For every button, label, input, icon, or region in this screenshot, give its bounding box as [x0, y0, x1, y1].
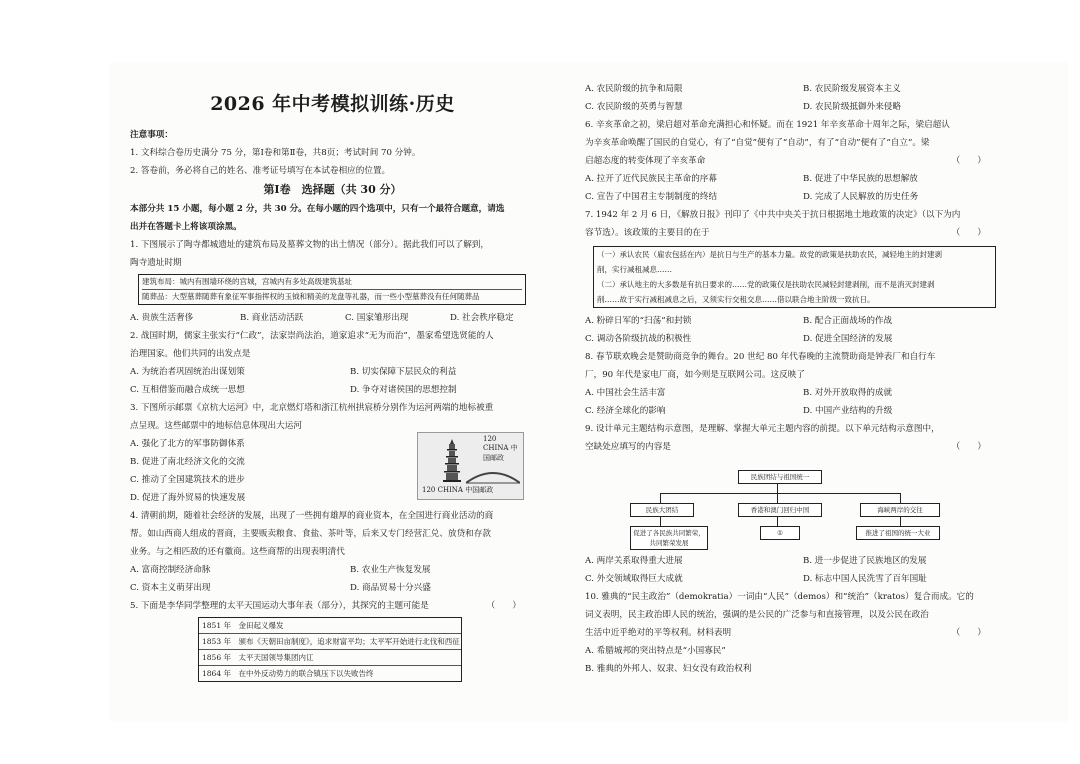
q8-option-b[interactable]: B. 对外开放取得的成就 [803, 388, 893, 398]
q5-timeline-row: 1864 年 在中外反动势力的联合镇压下以失败告终 [202, 669, 374, 678]
q3-stem: 3. 下图所示邮票《京杭大运河》中，北京燃灯塔和浙江杭州拱宸桥分别作为运河两端的地标被重 [130, 403, 494, 413]
q1-options [130, 309, 535, 327]
q9-answer-paren: （ ） [951, 442, 986, 452]
q1-option-d[interactable]: D. 社会秩序稳定 [450, 313, 514, 323]
q9-option-d[interactable]: D. 标志中国人民洗雪了百年国耻 [803, 574, 927, 584]
q6-stem: 启超态度的转变体现了辛亥革命 [585, 156, 706, 166]
q3-option-c[interactable]: C. 推动了全国建筑技术的进步 [130, 475, 245, 485]
q2-option-c[interactable]: C. 互相借鉴而融合成统一思想 [130, 385, 245, 395]
q5-options [585, 98, 1000, 116]
q7-options [585, 312, 1000, 330]
grand-canal-stamp-image [417, 432, 524, 500]
q9-structure-diagram [620, 470, 930, 555]
q2-option-b[interactable]: B. 切实保障下层民众的利益 [350, 367, 457, 377]
q9-option-c[interactable]: C. 外交领域取得巨大成就 [585, 574, 683, 584]
q4-option-a[interactable]: A. 富商控制经济命脉 [130, 565, 211, 575]
q5-timeline-row: 1856 年 太平天国领导集团内讧 [199, 650, 461, 666]
q1-option-a[interactable]: A. 贵族生活奢侈 [130, 313, 194, 323]
q6-options [585, 170, 1000, 188]
q8-option-c[interactable]: C. 经济全球化的影响 [585, 406, 666, 416]
q8-stem: 8. 春节联欢晚会是赞助商竞争的舞台。20 世纪 80 年代春晚的主流赞助商是钟表厂和自行车 [585, 352, 936, 362]
q3-option-a[interactable]: A. 强化了北方的军事防御体系 [130, 439, 245, 449]
q10-option-b[interactable]: B. 雅典的外邦人、奴隶、妇女没有政治权利 [585, 664, 752, 674]
note-line: 1. 文科综合卷历史满分 75 分，第Ⅰ卷和第Ⅱ卷，共8页；考试时间 70 分钟。 [130, 148, 421, 158]
q3-stem: 点呈现。这些邮票中的地标信息体现出大运河 [130, 421, 302, 431]
q7-material-line: （二）承认地主的大多数是有抗日要求的……党的政策仅是扶助农民减轻封建剥削，而不是消灭封建剥 [597, 280, 935, 289]
page-title: 2026 年中考模拟训练·历史 [210, 93, 455, 115]
q6-option-a[interactable]: A. 拉开了近代民族民主革命的序幕 [585, 174, 717, 184]
q7-material-line: （一）承认农民（雇农包括在内）是抗日与生产的基本力量。故党的政策是扶助农民，减轻地主的封建剥 [597, 250, 942, 259]
section-title: 第Ⅰ卷 选择题（共 30 分） [263, 183, 402, 196]
q10-stem: 生活中近乎绝对的平等权利。材料表明 [585, 628, 732, 638]
diagram-top-node: 民族团结与祖国统一 [738, 470, 822, 484]
diagram-connector [660, 493, 661, 503]
q7-stem-line [585, 224, 1000, 242]
note-line: 2. 答卷前，务必将自己的姓名、准考证号填写在本试卷相应的位置。 [130, 166, 391, 176]
q4-option-c[interactable]: C. 资本主义萌芽出现 [130, 583, 211, 593]
diagram-mid-node: 民族大团结 [630, 503, 694, 517]
q6-stem: 为辛亥革命唤醒了国民的自觉心，有了“自觉”便有了“自动”，有了“自动”便有了“自立”。梁 [585, 138, 930, 148]
diagram-connector [777, 516, 778, 526]
q5-option-d[interactable]: D. 农民阶级抵御外来侵略 [803, 102, 901, 112]
q10-stem: 10. 雅典的“民主政治”（demokratia）一词由“人民”（demos）和“统治”（kratos）复合而成。它的 [585, 592, 974, 602]
diagram-bottom-node: 推进了祖国的统一大业 [856, 526, 940, 540]
q8-stem: 厂，90 年代是家电厂商，如今则是互联网公司。这反映了 [585, 370, 805, 380]
notes-heading: 注意事项： [130, 130, 173, 140]
q2-option-a[interactable]: A. 为统治者巩固统治出谋划策 [130, 367, 245, 377]
q1-option-c[interactable]: C. 国家雏形出现 [345, 313, 409, 323]
q5-timeline-row: 1851 年 金田起义爆发 [199, 618, 461, 634]
q5-timeline-row: 1853 年 颁布《天朝田亩制度》，追求财富平均；太平军开始进行北伐和西征 [199, 634, 461, 650]
q9-stem: 空缺处应填写的内容是 [585, 442, 671, 452]
q6-options [585, 188, 1000, 206]
q6-stem-line [585, 152, 1000, 170]
q5-option-b[interactable]: B. 农民阶级发展资本主义 [803, 84, 901, 94]
q7-material-line: 削，实行减租减息…… [597, 265, 672, 274]
q7-option-d[interactable]: D. 促进全国经济的发展 [803, 334, 893, 344]
q8-option-a[interactable]: A. 中国社会生活丰富 [585, 388, 666, 398]
q5-timeline-table [198, 617, 462, 682]
q4-options [130, 579, 535, 597]
q5-option-a[interactable]: A. 农民阶级的抗争和局限 [585, 84, 683, 94]
q6-answer-paren: （ ） [951, 156, 986, 166]
q2-stem: 2. 战国时期，儒家主张实行“仁政”，法家崇尚法治，道家追求“无为而治”，墨家希望选贤能的人 [130, 331, 494, 341]
pagoda-icon [440, 439, 464, 489]
q3-option-d[interactable]: D. 促进了海外贸易的快速发展 [130, 493, 246, 503]
q5-answer-paren: （ ） [486, 601, 521, 611]
diagram-connector [777, 493, 778, 503]
diagram-connector [660, 493, 900, 494]
bridge-icon [466, 463, 520, 485]
q7-option-b[interactable]: B. 配合正面战场的作战 [803, 316, 893, 326]
q7-answer-paren: （ ） [951, 228, 986, 238]
diagram-connector [900, 493, 901, 503]
diagram-connector [777, 483, 778, 493]
q9-option-a[interactable]: A. 两岸关系取得重大进展 [585, 556, 683, 566]
q9-stem-line [585, 438, 1000, 456]
q7-stem: 容节选）。该政策的主要目的在于 [585, 228, 710, 238]
q1-material-box [138, 274, 526, 305]
diagram-connector [900, 516, 901, 526]
q9-stem: 9. 设计单元主题结构示意图，是理解、掌握大单元主题内容的前提。以下单元结构示意图中， [585, 424, 940, 434]
q7-material-line: 削……故于实行减租减息之后，又须实行交租交息……借以联合地主阶级一致抗日。 [597, 295, 875, 304]
q9-options [585, 570, 1000, 588]
left-column [130, 88, 535, 686]
q2-options [130, 363, 535, 381]
q4-options [130, 561, 535, 579]
q4-stem: 业务。与之相匹敌的还有徽商。这些商帮的出现表明清代 [130, 547, 345, 557]
q7-stem: 7. 1942 年 2 月 6 日，《解放日报》刊印了《中共中央关于抗日根据地土地政策的决定》（以下为内 [585, 210, 961, 220]
q10-stem: 词义表明，民主政治即人民的统治，强调的是公民的广泛参与和直接管理，以及公民在政治 [585, 610, 929, 620]
q6-option-c[interactable]: C. 宣告了中国君主专制制度的终结 [585, 192, 718, 202]
q7-option-c[interactable]: C. 调动各阶级抗战的积极性 [585, 334, 692, 344]
q10-stem-line [585, 624, 1000, 642]
q2-option-d[interactable]: D. 争夺对诸侯国的思想控制 [350, 385, 457, 395]
q8-options [585, 402, 1000, 420]
q4-option-d[interactable]: D. 商品贸易十分兴盛 [350, 583, 431, 593]
q1-stem: 1. 下图展示了陶寺都城遗址的建筑布局及墓葬文物的出土情况（部分）。据此我们可以了解到， [130, 240, 489, 250]
stamp-value-top: 120 CHINA 中国邮政 [483, 435, 518, 462]
q10-answer-paren: （ ） [951, 628, 986, 638]
right-column [585, 80, 1000, 678]
diagram-bottom-node: 促进了各民族共同繁荣，共同繁荣发展 [630, 526, 708, 550]
q6-option-d[interactable]: D. 完成了人民解放的历史任务 [803, 192, 919, 202]
q7-options [585, 330, 1000, 348]
q5-options [585, 80, 1000, 98]
diagram-mid-node: 香港和澳门回归中国 [738, 503, 822, 517]
q8-options [585, 384, 1000, 402]
q8-option-d[interactable]: D. 中国产业结构的升级 [803, 406, 893, 416]
q7-option-a[interactable]: A. 粉碎日军的“扫荡”和封锁 [585, 316, 692, 326]
q3-option-b[interactable]: B. 促进了南北经济文化的交流 [130, 457, 245, 467]
q2-options [130, 381, 535, 399]
stamp-value-bottom: 120 CHINA 中国邮政 [422, 486, 494, 494]
q4-stem: 帮。如山西商人组成的晋商，主要贩卖粮食、食盐、茶叶等，后来又专门经营汇兑、放贷和存款 [130, 529, 491, 539]
q1-stem: 陶寺遗址时期 [130, 258, 182, 268]
q6-option-b[interactable]: B. 促进了中华民族的思想解放 [803, 174, 918, 184]
q1-material-line: 随葬品：大型墓葬随葬有象征军事指挥权的玉钺和精美的龙盘等礼器，而一些小型墓葬没有任何随葬品 [142, 292, 480, 301]
q9-option-b[interactable]: B. 进一步促进了民族地区的发展 [803, 556, 927, 566]
q2-stem: 治理国家。他们共同的出发点是 [130, 349, 251, 359]
diagram-connector [660, 516, 661, 526]
q4-option-b[interactable]: B. 农业生产恢复发展 [350, 565, 431, 575]
q1-material-line: 建筑布局：城内有围墙环绕的宫城，宫城内有多处高级建筑基址 [142, 275, 522, 290]
q5-stem-line [130, 597, 535, 615]
diagram-blank-node: ① [760, 526, 800, 540]
q7-material-box [593, 246, 996, 308]
diagram-mid-node: 海峡两岸的交往 [860, 503, 940, 517]
section-intro: 本部分共 15 小题，每小题 2 分，共 30 分。在每小题的四个选项中，只有一个最符合题意，请选 [130, 204, 505, 214]
q4-stem: 4. 清朝前期，随着社会经济的发展，出现了一些拥有雄厚的商业资本，在全国进行商业活动的商 [130, 511, 494, 521]
q6-stem: 6. 辛亥革命之初，梁启超对革命充满担心和怀疑。而在 1921 年辛亥革命十周年之际，梁启超认 [585, 120, 950, 130]
q10-option-a[interactable]: A. 希腊城邦的突出特点是“小国寡民” [585, 646, 726, 656]
section-intro: 出并在答题卡上将该项涂黑。 [130, 222, 242, 232]
q5-stem: 5. 下面是李华同学整理的太平天国运动大事年表（部分），其探究的主题可能是 [130, 601, 429, 611]
q5-option-c[interactable]: C. 农民阶级的英勇与智慧 [585, 102, 683, 112]
q1-option-b[interactable]: B. 商业活动活跃 [240, 313, 304, 323]
